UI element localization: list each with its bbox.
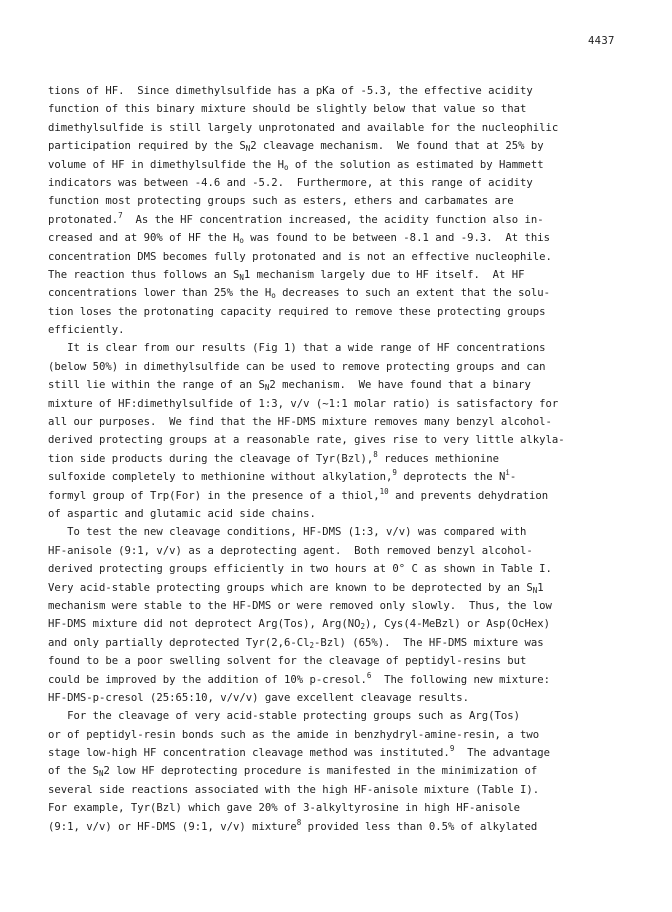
text-line: indicators was between -4.6 and -5.2. Furthermore, at this range of acidity [48, 176, 533, 189]
article-body-text [48, 82, 638, 836]
text-line: derived protecting groups efficiently in two hours at 0° C as shown in Table I. [48, 563, 552, 576]
text-line: stage low-high HF concentration cleavage method was instituted.$^9$ The advantage [48, 744, 550, 760]
text-line: creased and at 90% of HF the $H_o$ was found to be between -8.1 and -9.3. At this [48, 232, 551, 246]
text-line: function of this binary mixture should be slightly below that value so that [48, 103, 527, 116]
text-line: several side reactions associated with the high HF-anisole mixture (Table I). [48, 783, 540, 796]
text-line: concentrations lower than 25% the $H_o$ decreases to such an extent that the solu- [48, 287, 551, 301]
text-line: could be improved by the addition of 10% p-cresol.$^6$ The following new mixture: [48, 670, 551, 686]
text-line: mixture of HF:dimethylsulfide of 1:3, v/v (~1:1 molar ratio) is satisfactory for [48, 397, 559, 410]
text-line: derived protecting groups at a reasonable rate, gives rise to very little alkyla- [48, 434, 565, 447]
text-line: HF-DMS mixture did not deprotect Arg(Tos), $Arg(NO_2)$, Cys(4-MeBzl) or Asp(OcHex) [48, 618, 551, 632]
text-line: HF-DMS-p-cresol (25:65:10, v/v/v) gave excellent cleavage results. [48, 691, 469, 704]
text-line: protonated.$^7$ As the HF concentration increased, the acidity function also in- [48, 210, 544, 226]
text-line: tions of HF. Since dimethylsulfide has a pKa of -5.3, the effective acidity [48, 85, 533, 97]
text-line: For example, Tyr(Bzl) which gave 20% of 3-alkyltyrosine in high HF-anisole [48, 802, 520, 815]
text-line: HF-anisole (9:1, v/v) as a deprotecting agent. Both removed benzyl alcohol- [48, 544, 533, 557]
text-line: participation required by the $S_N2$ cleavage mechanism. We found that at 25% by [48, 140, 544, 154]
text-line: (below 50%) in dimethylsulfide can be used to remove protecting groups and can [48, 360, 546, 373]
text-line: dimethylsulfide is still largely unprotonated and available for the nucleophilic [48, 121, 559, 134]
text-line: volume of HF in dimethylsulfide the $H_o$ of the solution as estimated by Hammett [48, 158, 544, 172]
text-line: efficiently. [48, 324, 125, 337]
text-line: concentration DMS becomes fully protonated and is not an effective nucleophile. [48, 250, 552, 263]
text-line: mechanism were stable to the HF-DMS or were removed only slowly. Thus, the low [48, 599, 552, 612]
text-line: tion loses the protonating capacity required to remove these protecting groups [48, 305, 546, 318]
text-line: Very acid-stable protecting groups which are known to be deprotected by an $S_N1$ [48, 581, 544, 595]
text-line: tion side products during the cleavage of Tyr(Bzl),$^8$ reduces methionine [48, 449, 499, 465]
text-line: of the $S_N2$ low HF deprotecting procedure is manifested in the minimization of [48, 765, 538, 779]
text-line: To test the new cleavage conditions, HF-DMS (1:3, v/v) was compared with [48, 526, 527, 539]
text-line: It is clear from our results (Fig 1) that a wide range of HF concentrations [48, 342, 546, 355]
text-line: For the cleavage of very acid-stable protecting groups such as Arg(Tos) [48, 710, 520, 723]
text-line: found to be a poor swelling solvent for the cleavage of peptidyl-resins but [48, 655, 527, 668]
text-line: (9:1, v/v) or HF-DMS (9:1, v/v) mixture$^8$ provided less than 0.5% of alkylated [48, 817, 538, 833]
text-line: and only partially deprotected $Tyr(2,6-Cl_2-Bzl)$ (65%). The HF-DMS mixture was [48, 636, 544, 650]
text-line: still lie within the range of an $S_N2$ mechanism. We have found that a binary [48, 379, 531, 393]
text-line: function most protecting groups such as esters, ethers and carbamates are [48, 195, 514, 208]
text-line: or of peptidyl-resin bonds such as the amide in benzhydryl-amine-resin, a two [48, 728, 540, 741]
page-number: 4437 [588, 35, 615, 47]
text-line: of aspartic and glutamic acid side chains. [48, 507, 316, 520]
text-line: sulfoxide completely to methionine without alkylation,$^9$ deprotects the $N^i-$ [48, 468, 517, 484]
text-line: all our purposes. We find that the HF-DMS mixture removes many benzyl alcohol- [48, 416, 552, 429]
text-line: formyl group of Trp(For) in the presence of a thiol,$^{10}$ and prevents dehydration [48, 486, 549, 502]
text-line: The reaction thus follows an $S_N1$ mechanism largely due to HF itself. At HF [48, 268, 525, 282]
